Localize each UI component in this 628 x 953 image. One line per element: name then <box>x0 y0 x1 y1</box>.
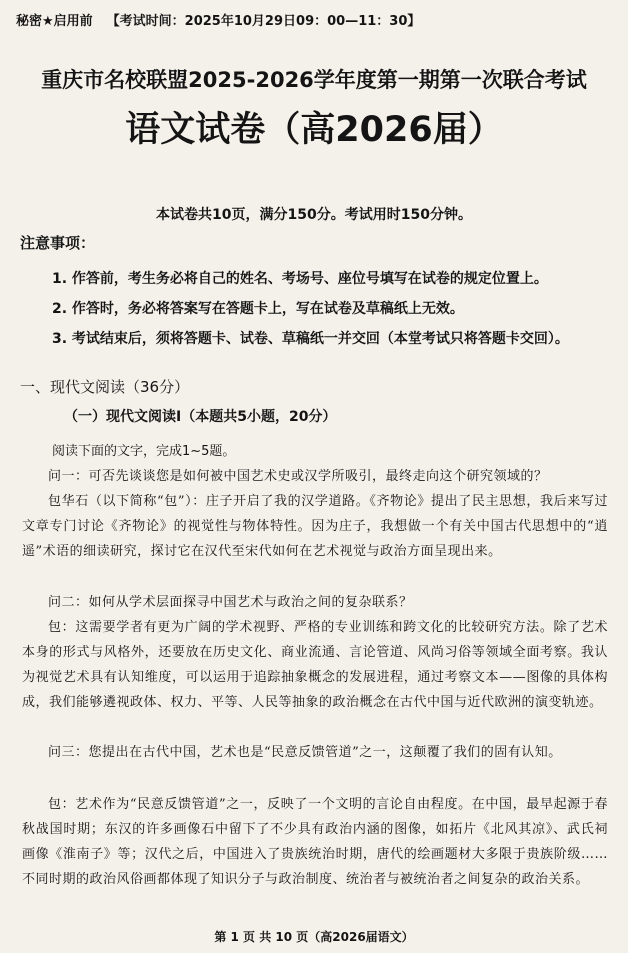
paper-title: 语文试卷（高2026届） <box>125 110 503 150</box>
paragraph-question-2: 问二：如何从学术层面探寻中国艺术与政治之间的复杂联系？ <box>48 595 413 610</box>
paragraph-answer-3: 包：艺术作为“民意反馈管道”之一，反映了一个文明的言论自由程度。在中国，最早起源于春秋战国时期；东汉的许多画像石中留下了不少具有政治内涵的图像，如拓片《北风其凉》、武氏祠画像《淮南子》等；汉代之后，中国进入了贵族统治时期，唐代的绘画题材大多限于贵族阶级……不同时期的政治风俗画都体现了知识分子与政治制度、统治者与被统治者之间复杂的政治关系。 <box>22 797 608 887</box>
paragraph-answer-2: 包：这需要学者有更为广阔的学术视野、严格的专业训练和跨文化的比较研究方法。除了艺术本身的形式与风格外，还要放在历史文化、商业流通、言论管道、风尚习俗等领域全面考察。我认为视觉艺术具有认知维度，可以运用于追踪抽象概念的发展进程，通过考察文本——图像的具体构成，我们能够遴视政体、权力、平等、人民等抽象的政治概念在古代中国与近代欧洲的演变轨迹。 <box>22 620 608 710</box>
exam-title: 重庆市名校联盟2025-2026学年度第一期第一次联合考试 <box>41 68 587 92</box>
header-line <box>16 10 420 29</box>
notes-heading: 注意事项： <box>20 234 96 252</box>
paragraph-question-3: 问三：您提出在古代中国，艺术也是“民意反馈管道”之一，这颠覆了我们的固有认知。 <box>48 745 562 760</box>
note-item: 1. 作答前，考生务必将自己的姓名、考场号、座位号填写在试卷的规定位置上。 <box>52 271 548 287</box>
exam-time: 【考试时间：2025年10月29日09：00—11：30】 <box>106 14 421 29</box>
paragraph-answer-1: 包华石（以下简称“包”）：庄子开启了我的汉学道路。《齐物论》提出了民主思想，我后来写过文章专门讨论《齐物论》的视觉性与物体特性。因为庄子，我想做一个有关中国古代思想中的“逍遥”术语的细读研究，探讨它在汉代至宋代如何在艺术视觉与政治方面呈现出来。 <box>22 494 608 559</box>
section-heading: 一、现代文阅读（36分） <box>20 378 190 396</box>
note-item: 3. 考试结束后，须将答题卡、试卷、草稿纸一并交回（本堂考试只将答题卡交回）。 <box>52 331 569 347</box>
page-footer: 第 1 页 共 10 页（高2026届语文） <box>214 930 414 944</box>
instruction: 阅读下面的文字，完成1~5题。 <box>52 444 236 459</box>
exam-info: 本试卷共10页，满分150分。考试用时150分钟。 <box>156 207 472 223</box>
subsection-heading: （一）现代文阅读Ⅰ（本题共5小题，20分） <box>64 409 337 425</box>
paragraph-question-1: 问一：可否先谈谈您是如何被中国艺术史或汉学所吸引，最终走向这个研究领域的？ <box>48 469 548 484</box>
confidential-label: 秘密★启用前 <box>16 14 93 29</box>
note-item: 2. 作答时，务必将答案写在答题卡上，写在试卷及草稿纸上无效。 <box>52 301 464 317</box>
